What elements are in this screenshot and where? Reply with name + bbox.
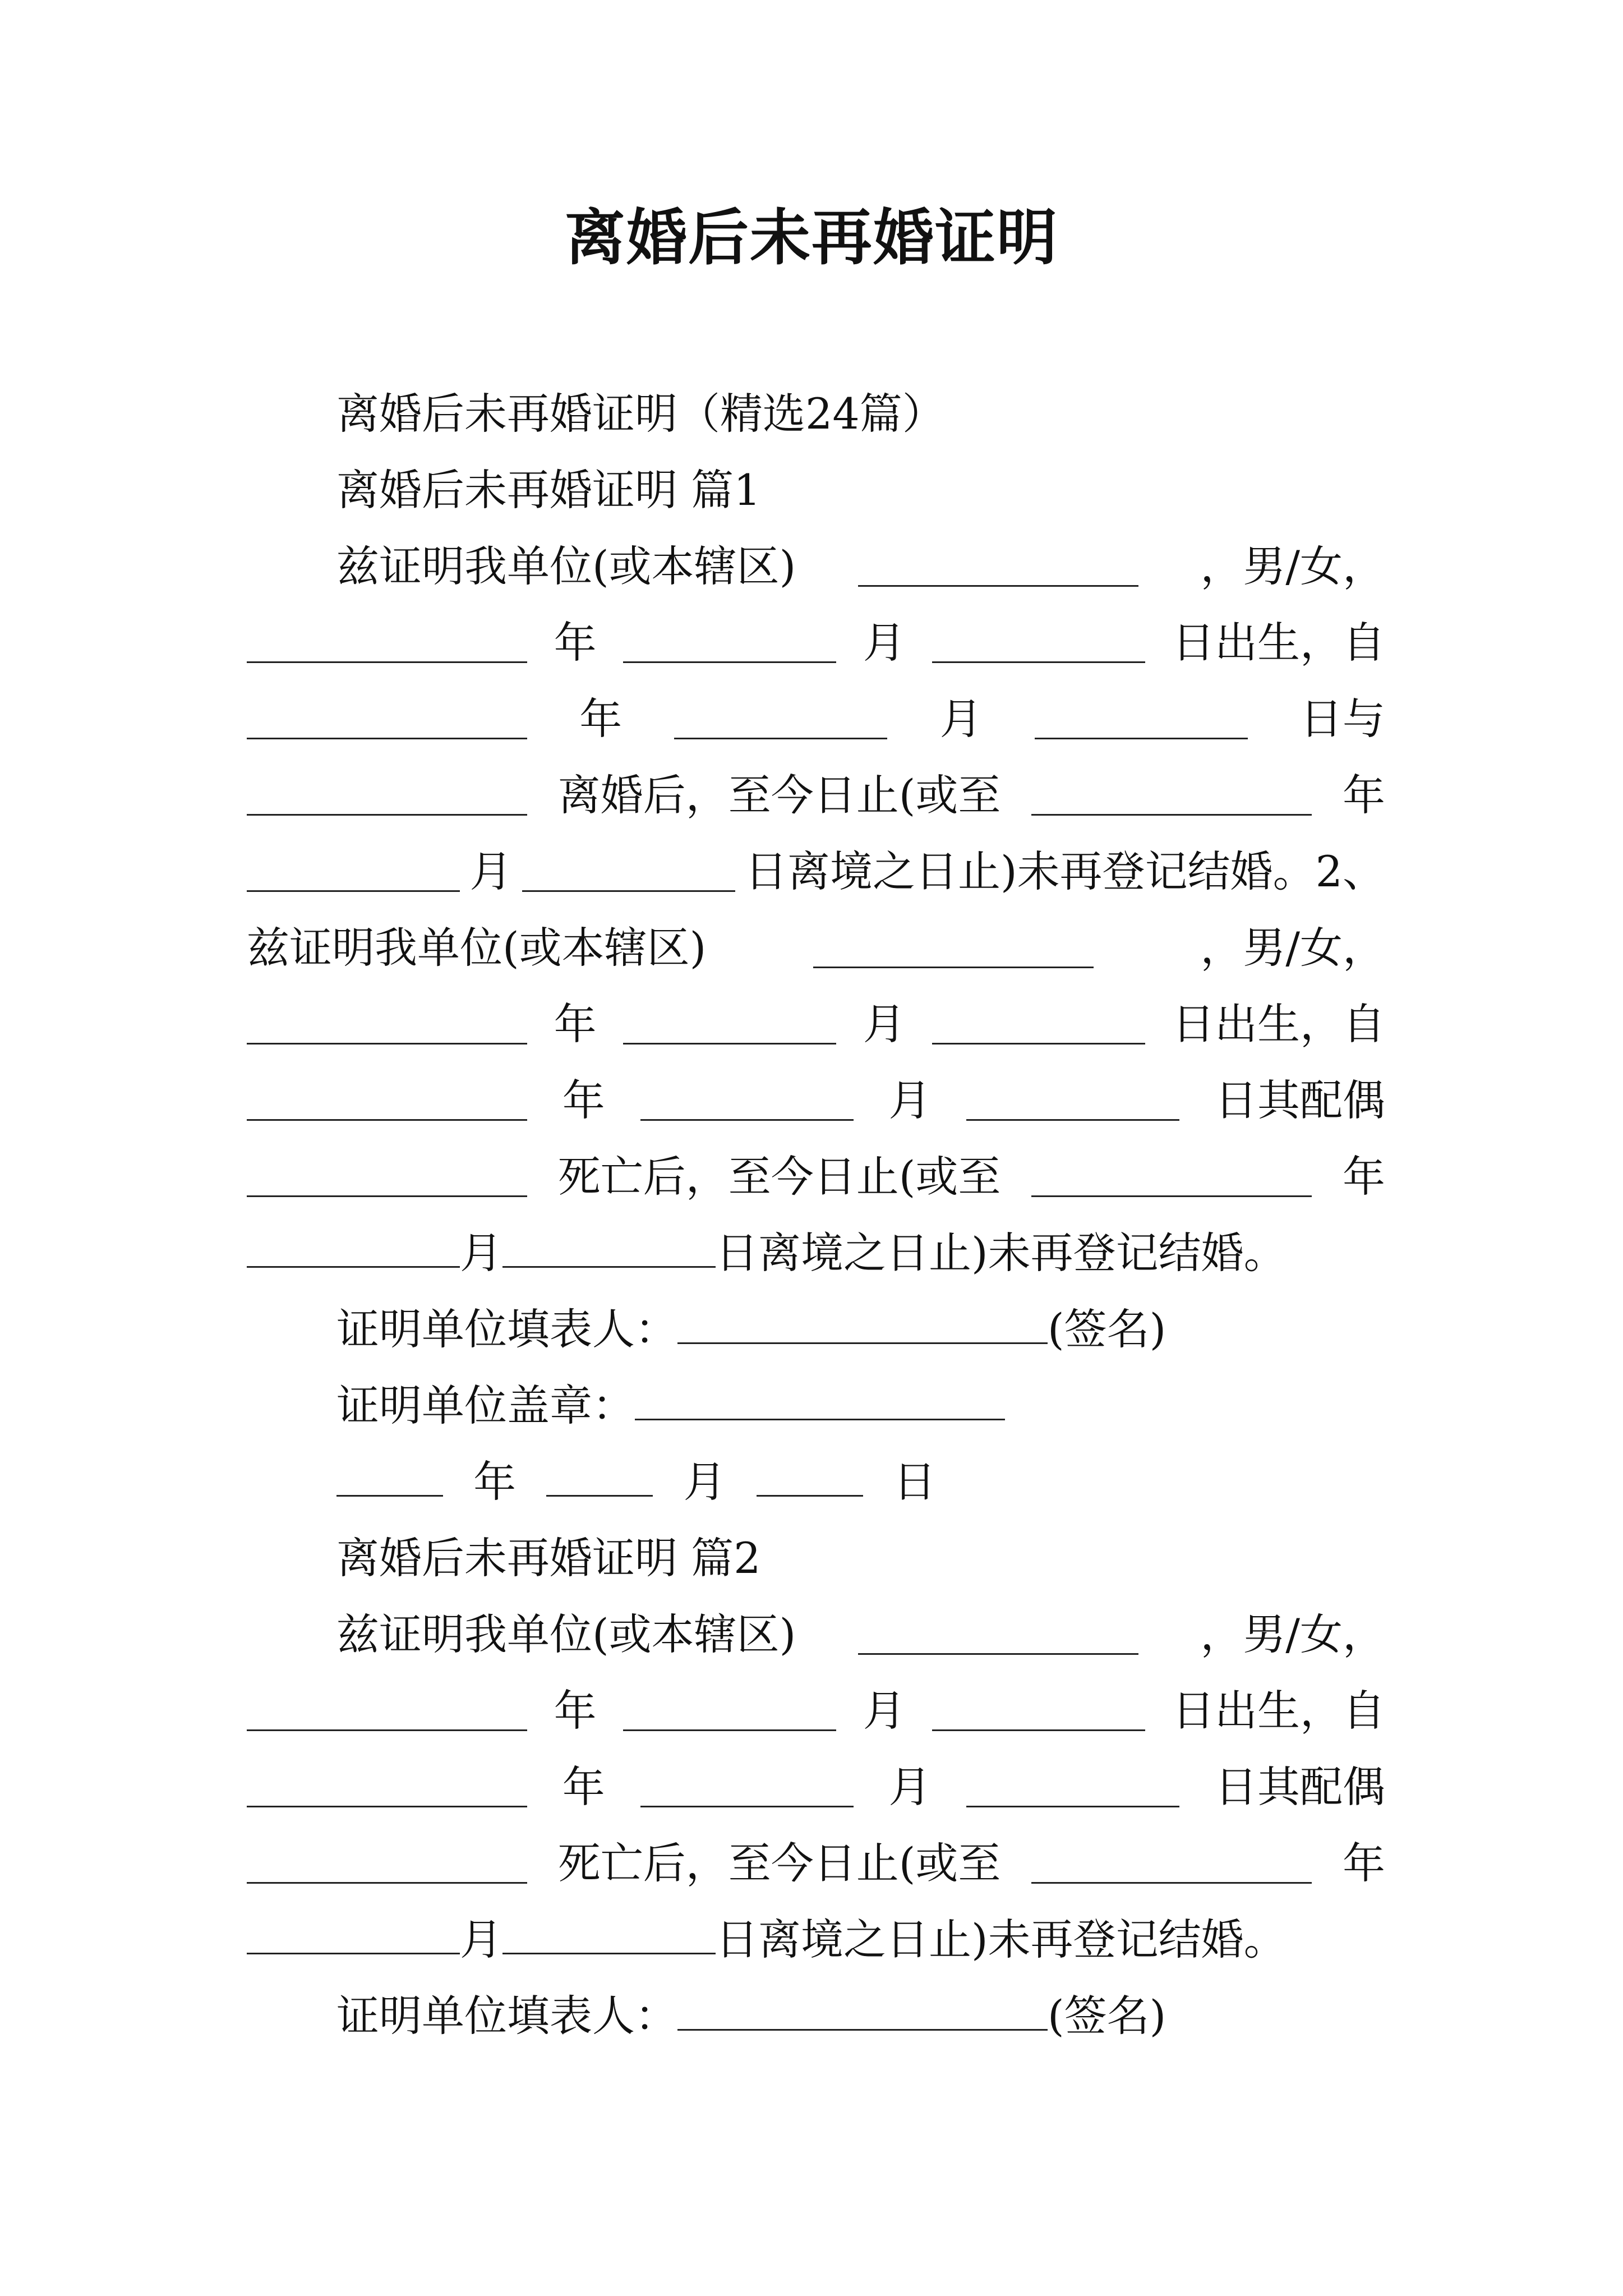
text: 兹证明我单位(或本辖区) bbox=[247, 923, 707, 973]
fill-blank[interactable] bbox=[932, 623, 1145, 663]
paragraph-line bbox=[247, 834, 1385, 910]
month-blank[interactable] bbox=[546, 1457, 653, 1497]
paragraph-line bbox=[247, 528, 1385, 605]
signer-label: 证明单位填表人： bbox=[336, 1991, 677, 2041]
text: 年 bbox=[554, 618, 597, 668]
fill-blank[interactable] bbox=[247, 1081, 527, 1121]
date-line bbox=[247, 1444, 1385, 1520]
text: ，男/女， bbox=[1200, 923, 1385, 973]
stamp-label: 证明单位盖章： bbox=[336, 1381, 635, 1430]
text: 年 bbox=[1343, 770, 1385, 820]
fill-blank[interactable] bbox=[247, 1157, 527, 1197]
day-label: 日 bbox=[893, 1457, 936, 1507]
fill-blank[interactable] bbox=[813, 928, 1094, 968]
section-heading-text: 离婚后未再婚证明 篇2 bbox=[336, 1533, 761, 1583]
text: 日其配偶 bbox=[1214, 1762, 1385, 1812]
text: 年 bbox=[579, 694, 623, 744]
paragraph-line bbox=[247, 757, 1385, 834]
fill-blank[interactable] bbox=[247, 1768, 527, 1807]
fill-blank[interactable] bbox=[247, 623, 527, 663]
text: 日与 bbox=[1299, 694, 1385, 744]
text: 月 bbox=[939, 694, 983, 744]
text: 死亡后，至今日止(或至 bbox=[557, 1152, 1001, 1202]
fill-blank[interactable] bbox=[640, 1768, 854, 1807]
text: 年 bbox=[554, 999, 597, 1049]
fill-blank[interactable] bbox=[1035, 700, 1248, 739]
text: 日其配偶 bbox=[1214, 1075, 1385, 1125]
text: 日出生，自 bbox=[1172, 999, 1385, 1049]
fill-blank[interactable] bbox=[502, 1915, 716, 1954]
year-label: 年 bbox=[473, 1457, 517, 1507]
text: 日离境之日止)未再登记结婚。2、 bbox=[744, 846, 1385, 896]
fill-blank[interactable] bbox=[858, 547, 1138, 587]
paragraph-line bbox=[247, 1215, 1385, 1291]
text: 月 bbox=[863, 999, 906, 1049]
fill-blank[interactable] bbox=[1031, 1844, 1312, 1884]
paragraph-line bbox=[247, 910, 1385, 986]
fill-blank[interactable] bbox=[640, 1081, 854, 1121]
text: 日出生，自 bbox=[1172, 618, 1385, 668]
text: 月 bbox=[460, 1915, 502, 1964]
text: 月 bbox=[469, 846, 513, 896]
fill-blank[interactable] bbox=[932, 1691, 1145, 1731]
text: 年 bbox=[562, 1075, 605, 1125]
fill-blank[interactable] bbox=[247, 776, 527, 816]
sign-note: (签名) bbox=[1048, 1991, 1166, 2041]
text: 月 bbox=[888, 1762, 932, 1812]
text: 年 bbox=[1343, 1838, 1385, 1888]
paragraph-line bbox=[247, 1749, 1385, 1825]
fill-blank[interactable] bbox=[966, 1768, 1179, 1807]
fill-blank[interactable] bbox=[247, 1844, 527, 1884]
stamp-blank[interactable] bbox=[635, 1381, 1005, 1420]
fill-blank[interactable] bbox=[674, 700, 887, 739]
text: 月 bbox=[460, 1228, 502, 1278]
signer-line bbox=[247, 1978, 1385, 2054]
document-title: 离婚后未再婚证明 bbox=[564, 203, 1058, 273]
text: 月 bbox=[863, 1686, 906, 1736]
text: 离婚后，至今日止(或至 bbox=[557, 770, 1001, 820]
fill-blank[interactable] bbox=[1031, 1157, 1312, 1197]
paragraph-line bbox=[247, 1902, 1385, 1978]
fill-blank[interactable] bbox=[623, 1005, 836, 1045]
fill-blank[interactable] bbox=[247, 1005, 527, 1045]
fill-blank[interactable] bbox=[502, 1228, 716, 1268]
section-heading bbox=[247, 452, 1385, 528]
text: 年 bbox=[562, 1762, 605, 1812]
text: ，男/女， bbox=[1200, 1609, 1385, 1659]
section-heading bbox=[247, 1520, 1385, 1596]
signer-line bbox=[247, 1291, 1385, 1368]
paragraph-line bbox=[247, 1139, 1385, 1215]
text: 日出生，自 bbox=[1172, 1686, 1385, 1736]
paragraph-line bbox=[247, 1825, 1385, 1902]
year-blank[interactable] bbox=[336, 1457, 443, 1497]
paragraph-line bbox=[247, 1596, 1385, 1673]
paragraph-line bbox=[247, 605, 1385, 681]
stamp-line bbox=[247, 1368, 1385, 1444]
text: 兹证明我单位(或本辖区) bbox=[336, 1609, 796, 1659]
text: 年 bbox=[1343, 1152, 1385, 1202]
day-blank[interactable] bbox=[757, 1457, 863, 1497]
fill-blank[interactable] bbox=[247, 852, 460, 892]
paragraph-line bbox=[247, 681, 1385, 757]
fill-blank[interactable] bbox=[247, 700, 527, 739]
paragraph-line bbox=[247, 1062, 1385, 1139]
intro-text: 离婚后未再婚证明（精选24篇） bbox=[336, 389, 945, 439]
text: 月 bbox=[888, 1075, 932, 1125]
text: 日离境之日止)未再登记结婚。 bbox=[716, 1228, 1287, 1278]
fill-blank[interactable] bbox=[932, 1005, 1145, 1045]
fill-blank[interactable] bbox=[623, 1691, 836, 1731]
text: 兹证明我单位(或本辖区) bbox=[336, 541, 796, 591]
text: 年 bbox=[554, 1686, 597, 1736]
paragraph-line bbox=[247, 986, 1385, 1062]
section-heading-text: 离婚后未再婚证明 篇1 bbox=[336, 465, 761, 515]
text: 日离境之日止)未再登记结婚。 bbox=[716, 1915, 1287, 1964]
text: 死亡后，至今日止(或至 bbox=[557, 1838, 1001, 1888]
fill-blank[interactable] bbox=[522, 852, 735, 892]
sign-note: (签名) bbox=[1048, 1304, 1166, 1354]
fill-blank[interactable] bbox=[247, 1691, 527, 1731]
fill-blank[interactable] bbox=[247, 1915, 460, 1954]
text: 月 bbox=[863, 618, 906, 668]
fill-blank[interactable] bbox=[623, 623, 836, 663]
signature-blank[interactable] bbox=[677, 1991, 1048, 2031]
month-label: 月 bbox=[683, 1457, 726, 1507]
fill-blank[interactable] bbox=[1031, 776, 1312, 816]
intro-line bbox=[247, 376, 1385, 452]
fill-blank[interactable] bbox=[858, 1615, 1138, 1655]
signature-blank[interactable] bbox=[677, 1304, 1048, 1344]
fill-blank[interactable] bbox=[966, 1081, 1179, 1121]
signer-label: 证明单位填表人： bbox=[336, 1304, 677, 1354]
paragraph-line bbox=[247, 1673, 1385, 1749]
text: ，男/女， bbox=[1200, 541, 1385, 591]
fill-blank[interactable] bbox=[247, 1228, 460, 1268]
